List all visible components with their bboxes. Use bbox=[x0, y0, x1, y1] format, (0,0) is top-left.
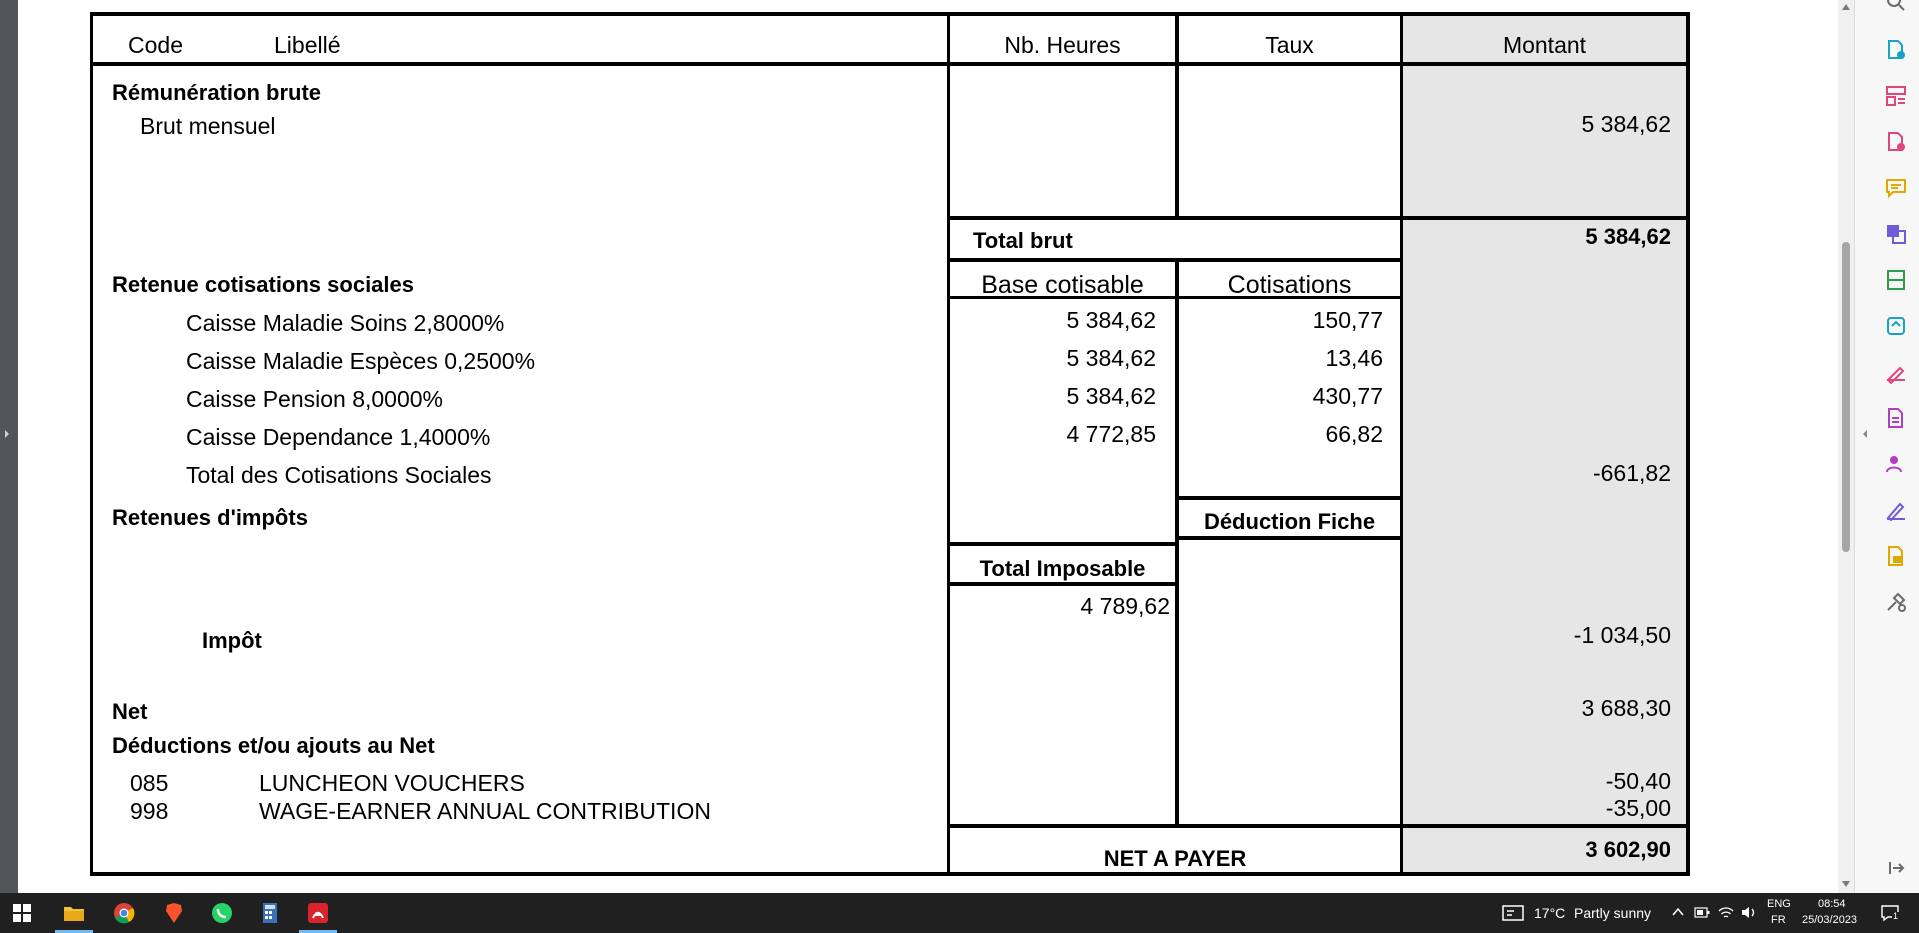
collapse-tools-arrow-icon[interactable] bbox=[1861, 428, 1869, 440]
cotis-row-label: Caisse Pension 8,0000% bbox=[186, 386, 443, 412]
total-imposable-label: Total Imposable bbox=[979, 556, 1146, 581]
scroll-up-icon[interactable] bbox=[1841, 3, 1851, 11]
total-cotisations-label: Total des Cotisations Sociales bbox=[186, 462, 492, 488]
deduction-label: LUNCHEON VOUCHERS bbox=[259, 770, 525, 796]
net-a-payer-value: 3 602,90 bbox=[1585, 837, 1671, 862]
export-pdf-icon[interactable] bbox=[1884, 38, 1908, 62]
net-a-payer-label: NET A PAYER bbox=[1103, 846, 1247, 871]
header-code: Code bbox=[128, 32, 183, 58]
base-cotisable-header: Base cotisable bbox=[981, 271, 1144, 299]
table-bottom-border bbox=[90, 872, 1690, 876]
cotis-row-cotisation: 13,46 bbox=[1325, 345, 1383, 371]
volume-icon[interactable] bbox=[1741, 906, 1757, 919]
cotis-row-base: 5 384,62 bbox=[1066, 307, 1156, 333]
convert-icon[interactable] bbox=[1884, 314, 1908, 338]
table-top-border bbox=[90, 12, 1690, 16]
scroll-thumb[interactable] bbox=[1842, 242, 1850, 552]
cotis-row-base: 5 384,62 bbox=[1066, 345, 1156, 371]
wifi-icon[interactable] bbox=[1718, 906, 1734, 919]
deductions-title: Déductions et/ou ajouts au Net bbox=[112, 733, 435, 758]
header-montant: Montant bbox=[1502, 32, 1587, 58]
chrome-icon[interactable] bbox=[112, 901, 136, 925]
cotis-row-base: 4 772,85 bbox=[1066, 421, 1156, 447]
edit-pdf-icon[interactable] bbox=[1884, 360, 1908, 384]
more-tools-icon[interactable] bbox=[1884, 590, 1908, 614]
deduction-value: -35,00 bbox=[1605, 795, 1671, 821]
deduction-code: 085 bbox=[130, 770, 169, 796]
deduction-value: -50,40 bbox=[1605, 768, 1671, 794]
deduction-code: 998 bbox=[130, 798, 169, 824]
remuneration-title: Rémunération brute bbox=[112, 80, 322, 105]
total-brut-top bbox=[947, 216, 1690, 220]
cotisations-title: Retenue cotisations sociales bbox=[112, 272, 414, 297]
expand-left-panel-icon[interactable] bbox=[3, 428, 11, 440]
impots-title: Retenues d'impôts bbox=[112, 505, 308, 530]
cotisations-header: Cotisations bbox=[1227, 271, 1352, 299]
brut-mensuel-value: 5 384,62 bbox=[1581, 111, 1671, 137]
comment-icon[interactable] bbox=[1884, 176, 1908, 200]
header-taux: Taux bbox=[1265, 32, 1314, 58]
deduction-fiche-bottom bbox=[1175, 536, 1403, 540]
chevron-up-icon[interactable] bbox=[1672, 907, 1684, 917]
cotis-row-label: Caisse Dependance 1,4000% bbox=[186, 424, 491, 450]
net-a-payer-top bbox=[947, 824, 1690, 828]
zoom-icon[interactable] bbox=[1884, 0, 1908, 14]
whatsapp-icon[interactable] bbox=[210, 901, 234, 925]
draw-icon[interactable] bbox=[1884, 498, 1908, 522]
cotis-row-base: 5 384,62 bbox=[1066, 383, 1156, 409]
weather-icon[interactable] bbox=[1502, 904, 1524, 922]
deduction-fiche-top bbox=[1175, 496, 1403, 500]
acrobat-icon[interactable] bbox=[306, 901, 330, 925]
total-cotisations-value: -661,82 bbox=[1592, 460, 1671, 486]
weather-temp[interactable]: 17°C bbox=[1534, 905, 1566, 921]
organize-pages-icon[interactable] bbox=[1884, 84, 1908, 108]
file-explorer-icon[interactable] bbox=[62, 901, 86, 925]
total-imposable-bottom bbox=[947, 582, 1179, 586]
total-brut-value: 5 384,62 bbox=[1585, 224, 1671, 249]
create-pdf-icon[interactable] bbox=[1884, 130, 1908, 154]
calculator-icon[interactable] bbox=[258, 901, 282, 925]
total-brut-label: Total brut bbox=[973, 228, 1073, 253]
windows-start-icon[interactable] bbox=[10, 901, 34, 925]
net-label: Net bbox=[112, 699, 148, 724]
protect-icon[interactable] bbox=[1884, 544, 1908, 568]
notification-count: 1 bbox=[1893, 911, 1899, 921]
table-header-border bbox=[90, 62, 1690, 66]
total-imposable-value: 4 789,62 bbox=[1080, 593, 1170, 619]
brut-mensuel-label: Brut mensuel bbox=[140, 113, 276, 139]
collapse-panel-icon[interactable] bbox=[1884, 856, 1908, 880]
deduction-fiche-label: Déduction Fiche bbox=[1203, 509, 1376, 534]
col-line-montant bbox=[1400, 12, 1403, 876]
windows-taskbar bbox=[0, 893, 1919, 933]
language-bottom[interactable]: FR bbox=[1771, 914, 1786, 926]
scroll-down-icon[interactable] bbox=[1841, 880, 1851, 888]
pdf-page bbox=[18, 0, 1838, 893]
header-libelle: Libellé bbox=[274, 32, 341, 58]
total-imposable-top bbox=[947, 542, 1179, 546]
cotis-row-label: Caisse Maladie Soins 2,8000% bbox=[186, 310, 505, 336]
montant-column-shade bbox=[1403, 14, 1687, 874]
impot-value: -1 034,50 bbox=[1573, 622, 1671, 648]
cotis-row-cotisation: 66,82 bbox=[1325, 421, 1383, 447]
table-left-border bbox=[90, 12, 93, 876]
battery-icon[interactable] bbox=[1694, 907, 1710, 918]
fill-sign-icon[interactable] bbox=[1884, 406, 1908, 430]
impot-label: Impôt bbox=[202, 628, 262, 653]
cotis-row-cotisation: 150,77 bbox=[1312, 307, 1383, 333]
brave-icon[interactable] bbox=[162, 901, 186, 925]
weather-text[interactable]: Partly sunny bbox=[1574, 905, 1652, 921]
header-nb-heures: Nb. Heures bbox=[1004, 32, 1121, 58]
table-right-border bbox=[1686, 12, 1690, 876]
clock-date[interactable]: 25/03/2023 bbox=[1802, 914, 1858, 926]
net-value: 3 688,30 bbox=[1581, 695, 1671, 721]
deduction-label: WAGE-EARNER ANNUAL CONTRIBUTION bbox=[259, 798, 711, 824]
total-brut-bottom bbox=[947, 258, 1403, 262]
cotis-row-cotisation: 430,77 bbox=[1312, 383, 1383, 409]
combine-files-icon[interactable] bbox=[1884, 222, 1908, 246]
request-signature-icon[interactable] bbox=[1884, 452, 1908, 476]
language-top[interactable]: ENG bbox=[1767, 898, 1791, 910]
cotis-row-label: Caisse Maladie Espèces 0,2500% bbox=[186, 348, 536, 374]
compress-pdf-icon[interactable] bbox=[1884, 268, 1908, 292]
clock-time[interactable]: 08:54 bbox=[1818, 898, 1846, 910]
